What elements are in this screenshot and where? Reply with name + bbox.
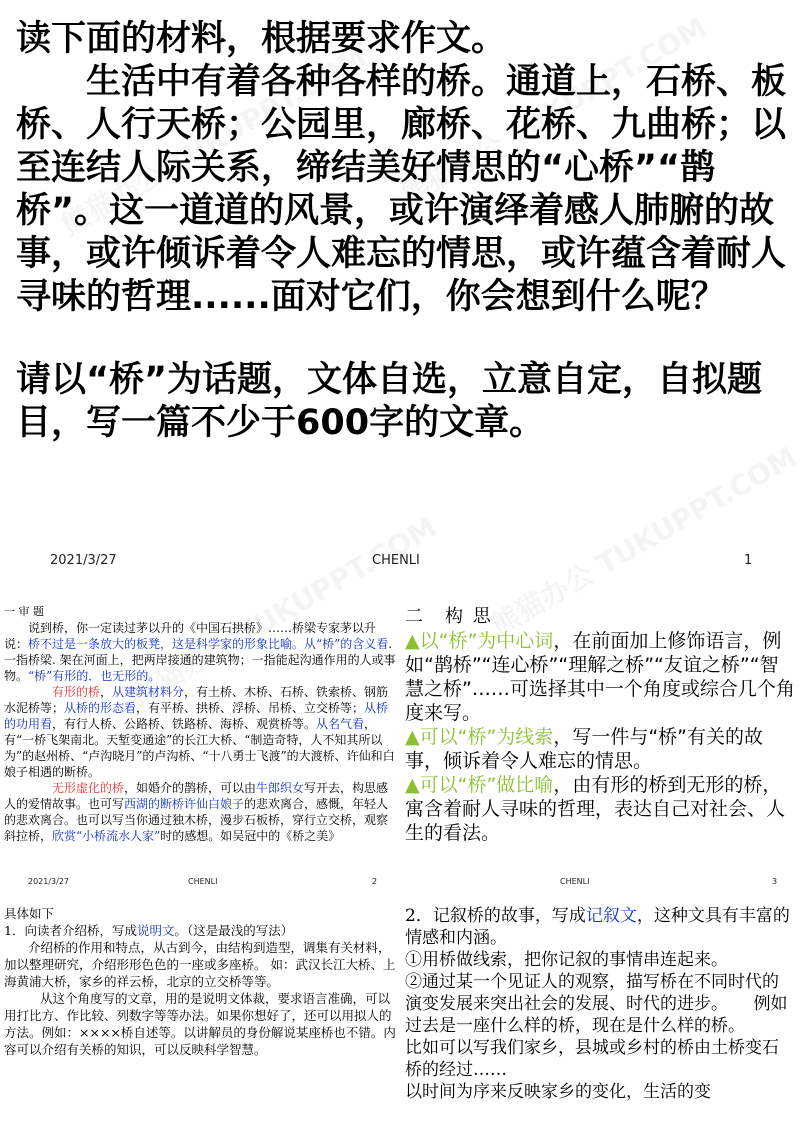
tip-3: ▲可以“桥”做比喻，由有形的桥到无形的桥，寓含着耐人寻味的哲理，表达自己对社会、人生的看法。 [405, 774, 786, 844]
prompt-requirement [16, 359, 791, 445]
prompt-instruction: 读下面的材料，根据要求作文。 [16, 19, 507, 59]
method-1: 1．向读者介绍桥，写成说明文。（这是最浅的写法） [4, 923, 294, 938]
item-1: ①用桥做线索，把你记叙的事情串连起来。 [405, 950, 728, 970]
item-3: 比如可以写我们家乡，县城或乡村的桥由土桥变石桥的经过…… [405, 1038, 779, 1080]
footer-page-number: 2 [372, 877, 378, 886]
footer-author: CHENLI [372, 553, 420, 568]
section-heading: 一 审 题 [4, 605, 44, 618]
paragraph: 介绍桥的作用和特点，从古到今，由结构到造型，调集有关材料，加以整理研究，介绍形形色色的一座或多座桥。 如：武汉长江大桥、上海黄浦大桥，家乡的祥云桥，北京的立交桥等等。 [4, 940, 396, 989]
tip-1: ▲以“桥”为中心词，在前面加上修饰语言，例如“鹊桥”“连心桥”“理解之桥”“友谊之桥”“智慧之桥”……可选择其中一个角度或综合几个角度来写。 [405, 630, 795, 724]
footer-date: 2021/3/27 [28, 877, 70, 886]
section-heading: 二 构 思 [405, 606, 493, 627]
paragraph: 从这个角度写的文章，用的是说明文体裁，要求语言准确，可以用打比方、作比较、列数字等等办法。如果你想好了，还可以用拟人的方法。例如：××××桥自述等。以讲解员的身份解说某座桥也不错。内容可以介绍有关桥的知识，可以反映科学智慧。 [4, 991, 396, 1057]
word-count: 600 [296, 403, 370, 443]
footer-date: 2021/3/27 [50, 553, 117, 568]
slide-4-details [4, 905, 396, 1058]
prompt-material: 生活中有着各种各样的桥。通道上，石桥、板桥、人行天桥；公园里，廊桥、花桥、九曲桥；以至连结人际关系，缔结美好情思的“心桥”“鹊桥”。这一道道的风景，或许演绎着感人肺腑的故事，或许倾诉着令人难忘的情思，或许蕴含着耐人寻味的哲理......面对它们，你会想到什么呢？ [16, 62, 787, 317]
footer-author: CHENLI [560, 877, 590, 886]
slide-1-prompt [16, 18, 791, 445]
footer-page-number: 1 [744, 553, 753, 568]
slide-3-conception [405, 605, 795, 845]
section-heading: 具体如下 [4, 906, 55, 921]
slide-2-analysis [4, 604, 396, 844]
footer-page-number: 3 [772, 877, 778, 886]
paragraph: 无形虚化的桥，如婚介的鹊桥，可以由牛郎织女写开去，构思感人的爱情故事。也可写西湖的断桥许仙白娘子的悲欢离合，感慨，年轻人的悲欢离合。也可以写当你通过独木桥，漫步石板桥，穿行立交桥，观察斜拉桥，欣赏“小桥流水人家”时的感想。如吴冠中的《桥之美》 [4, 781, 389, 843]
requirement-text-end: 字的文章。 [369, 403, 545, 443]
footer-author: CHENLI [188, 877, 218, 886]
item-4: 以时间为序来反映家乡的变化，生活的变 [405, 1082, 711, 1102]
tip-2: ▲可以“桥”为线索，写一件与“桥”有关的故事，倾诉着令人难忘的情思。 [405, 726, 763, 772]
method-2: 2．记叙桥的故事，写成记叙文，这种文具有丰富的情感和内涵。 [405, 906, 790, 948]
paragraph: 有形的桥，从建筑材料分，有土桥、木桥、石桥、铁索桥、钢筋水泥桥等；从桥的形态看，有平桥、拱桥、浮桥、吊桥、立交桥等；从桥的功用看，有行人桥、公路桥、铁路桥、海桥、观赏桥等。从名气看，有“一桥飞架南北。天堑变通途”的长江大桥、“制造奇特，人不知其所以为”的赵州桥、“卢沟晓月”的卢沟桥、“十八勇士飞渡”的大渡桥、许仙和白娘子相遇的断桥。 [4, 685, 395, 779]
slide-5-narrative [405, 905, 795, 1103]
paragraph: 说到桥，你一定读过茅以升的《中国石拱桥》……桥梁专家茅以升说：桥不过是一条放大的板凳，这是科学家的形象比喻。从“桥”的含义看. 一指桥梁. 架在河面上，把两岸接通的建筑物；一指能起沟通作用的人或事物。“桥”有形的．也无形的。 [4, 621, 396, 683]
item-2: ②通过某一个见证人的观察，描写桥在不同时代的演变发展来突出社会的发展、时代的进步。 例如过去是一座什么样的桥，现在是什么样的桥。 [405, 972, 788, 1036]
requirement-text: 请以“桥”为话题，文体自选，立意自定，自拟题目，写一篇不少于 [16, 360, 763, 443]
